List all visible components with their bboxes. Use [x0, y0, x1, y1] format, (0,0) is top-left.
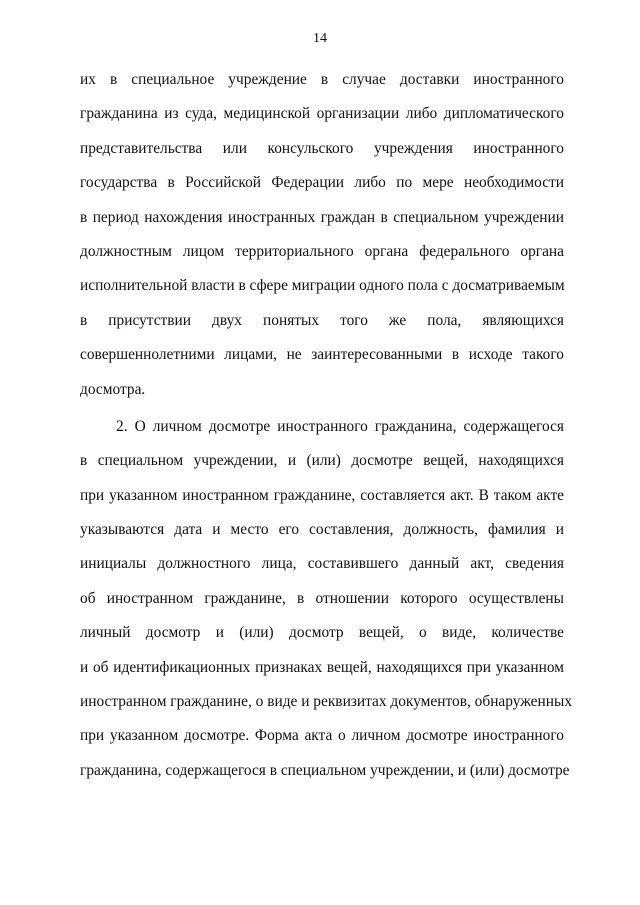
text-line: и об идентификационных признаках вещей, находящихся при указанном: [80, 658, 564, 676]
paragraph-1: [80, 63, 564, 407]
text-line: инициалы должностного лица, составившего данный акт, сведения: [80, 555, 564, 573]
text-line: исполнительной власти в сфере миграции одного пола с досматриваемым: [80, 277, 565, 295]
text-line: в период нахождения иностранных граждан в специальном учреждении: [80, 208, 564, 226]
text-line: 2. О личном досмотре иностранного гражданина, содержащегося: [116, 417, 564, 435]
document-body: [80, 63, 573, 788]
text-line: гражданина из суда, медицинской организации либо дипломатического: [80, 105, 564, 123]
text-line: гражданина, содержащегося в специальном учреждении, и (или) досмотре: [80, 761, 570, 779]
text-line: иностранном гражданине, о виде и реквизитах документов, обнаруженных: [80, 693, 573, 711]
text-line: в специальном учреждении, и (или) досмотре вещей, находящихся: [80, 452, 564, 470]
text-line: указываются дата и место его составления, должность, фамилия и: [80, 521, 564, 539]
page-number: 14: [313, 31, 327, 46]
text-line: при указанном иностранном гражданине, составляется акт. В таком акте: [80, 486, 564, 504]
text-line: должностным лицом территориального органа федерального органа: [80, 242, 564, 260]
text-line: совершеннолетними лицами, не заинтересованными в исходе такого: [80, 346, 564, 364]
text-line: представительства или консульского учреждения иностранного: [80, 139, 564, 157]
text-line: об иностранном гражданине, в отношении которого осуществлены: [80, 589, 564, 607]
text-line: их в специальное учреждение в случае доставки иностранного: [80, 71, 564, 88]
text-line: досмотра.: [80, 380, 146, 398]
text-line: в присутствии двух понятых того же пола, являющихся: [80, 311, 564, 329]
paragraph-2: [80, 410, 573, 788]
text-line: при указанном досмотре. Форма акта о личном досмотре иностранного: [80, 727, 564, 745]
text-line: личный досмотр и (или) досмотр вещей, о виде, количестве: [80, 624, 564, 642]
text-line: государства в Российской Федерации либо по мере необходимости: [80, 174, 564, 192]
